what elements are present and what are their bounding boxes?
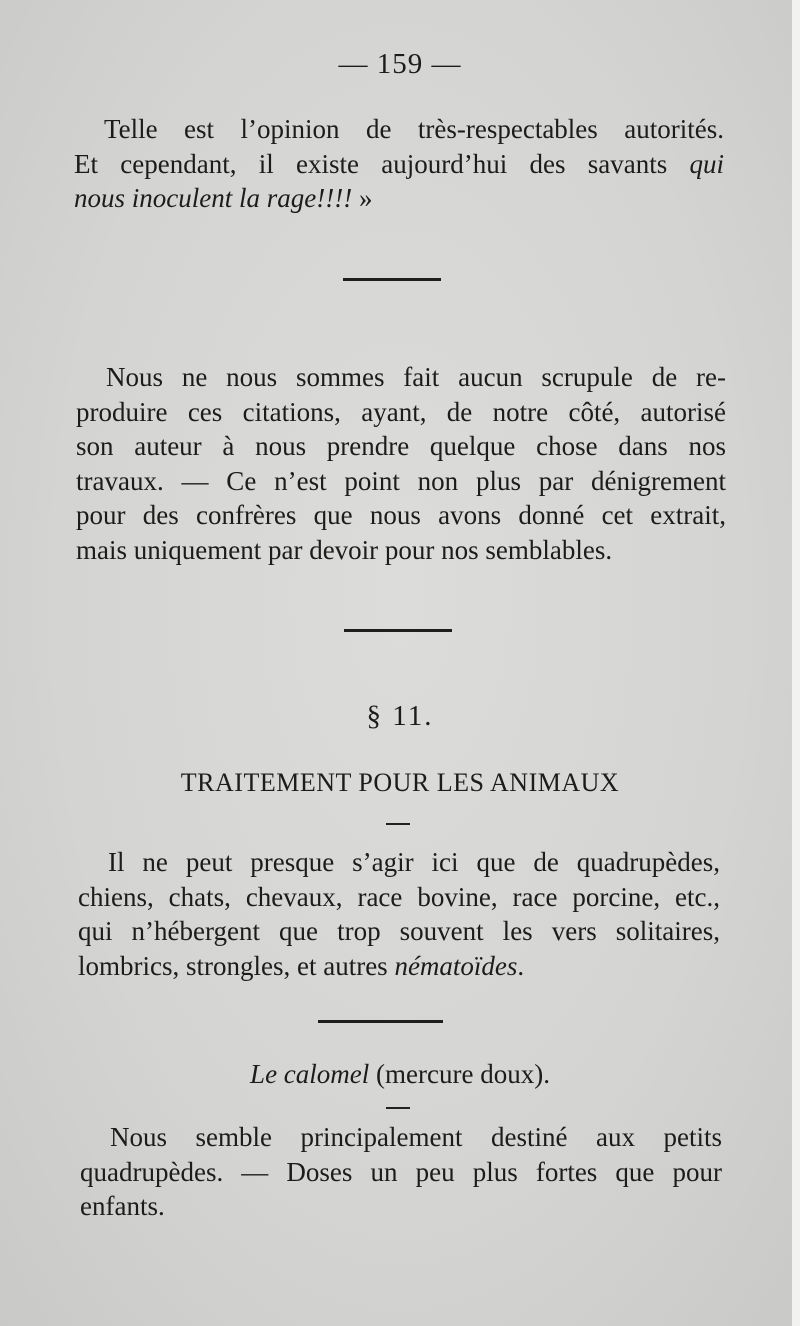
separator-rule bbox=[344, 629, 452, 632]
text-line: chiens, chats, chevaux, race bovine, race porcine, etc., bbox=[78, 881, 720, 912]
text-line: Telle est l’opinion de très-respectables autorités. bbox=[104, 114, 724, 144]
subsection-heading bbox=[0, 1059, 800, 1090]
section-heading: TRAITEMENT POUR LES ANIMAUX bbox=[180, 768, 620, 797]
text-span: . bbox=[517, 950, 525, 981]
text-line: travaux. — Ce n’est point non plus par dénigrement bbox=[76, 465, 726, 496]
text-line: qui n’hébergent que trop souvent les vers solitaires, bbox=[78, 916, 720, 946]
text-span: lombrics, strongles, et autres bbox=[78, 950, 395, 981]
section-number: § 11. bbox=[366, 700, 434, 732]
italic-text: nous inoculent la rage!!!! bbox=[74, 183, 353, 213]
page-number: — 159 — bbox=[338, 48, 462, 80]
paragraph-calomel bbox=[80, 1120, 722, 1224]
separator-rule bbox=[318, 1020, 443, 1023]
text-line: quadrupèdes. — Doses un peu plus fortes que pour bbox=[80, 1156, 722, 1187]
text-line: Nous semble principalement destiné aux petits bbox=[110, 1122, 722, 1152]
italic-text: Le calomel bbox=[250, 1059, 370, 1089]
text-line bbox=[74, 147, 724, 182]
short-dash-rule bbox=[386, 823, 410, 825]
italic-text: qui bbox=[689, 148, 724, 179]
text-span: » bbox=[352, 183, 373, 213]
short-dash-rule bbox=[386, 1107, 410, 1109]
text-line: pour des confrères que nous avons donné cet extrait, bbox=[76, 500, 726, 530]
italic-text: nématoïdes bbox=[394, 950, 518, 981]
paragraph-animals bbox=[78, 845, 720, 983]
page-edge bbox=[792, 0, 800, 1326]
separator-rule bbox=[343, 278, 441, 281]
text-line: enfants. bbox=[80, 1191, 165, 1221]
text-line: Nous ne nous sommes fait aucun scrupule de re- bbox=[106, 362, 726, 392]
text-span: (mercure doux). bbox=[369, 1059, 550, 1089]
paragraph-citations bbox=[76, 360, 726, 567]
text-span: Et cependant, il existe aujourd’hui des savants bbox=[74, 148, 690, 179]
text-line: produire ces citations, ayant, de notre côté, autorisé bbox=[76, 396, 726, 427]
paragraph-quote-end bbox=[74, 112, 724, 216]
text-line: Il ne peut presque s’agir ici que de quadrupèdes, bbox=[108, 847, 720, 877]
text-line: mais uniquement par devoir pour nos semblables. bbox=[76, 534, 613, 565]
text-line: son auteur à nous prendre quelque chose dans nos bbox=[76, 431, 726, 461]
text-line bbox=[78, 949, 720, 984]
text-line bbox=[74, 181, 724, 216]
